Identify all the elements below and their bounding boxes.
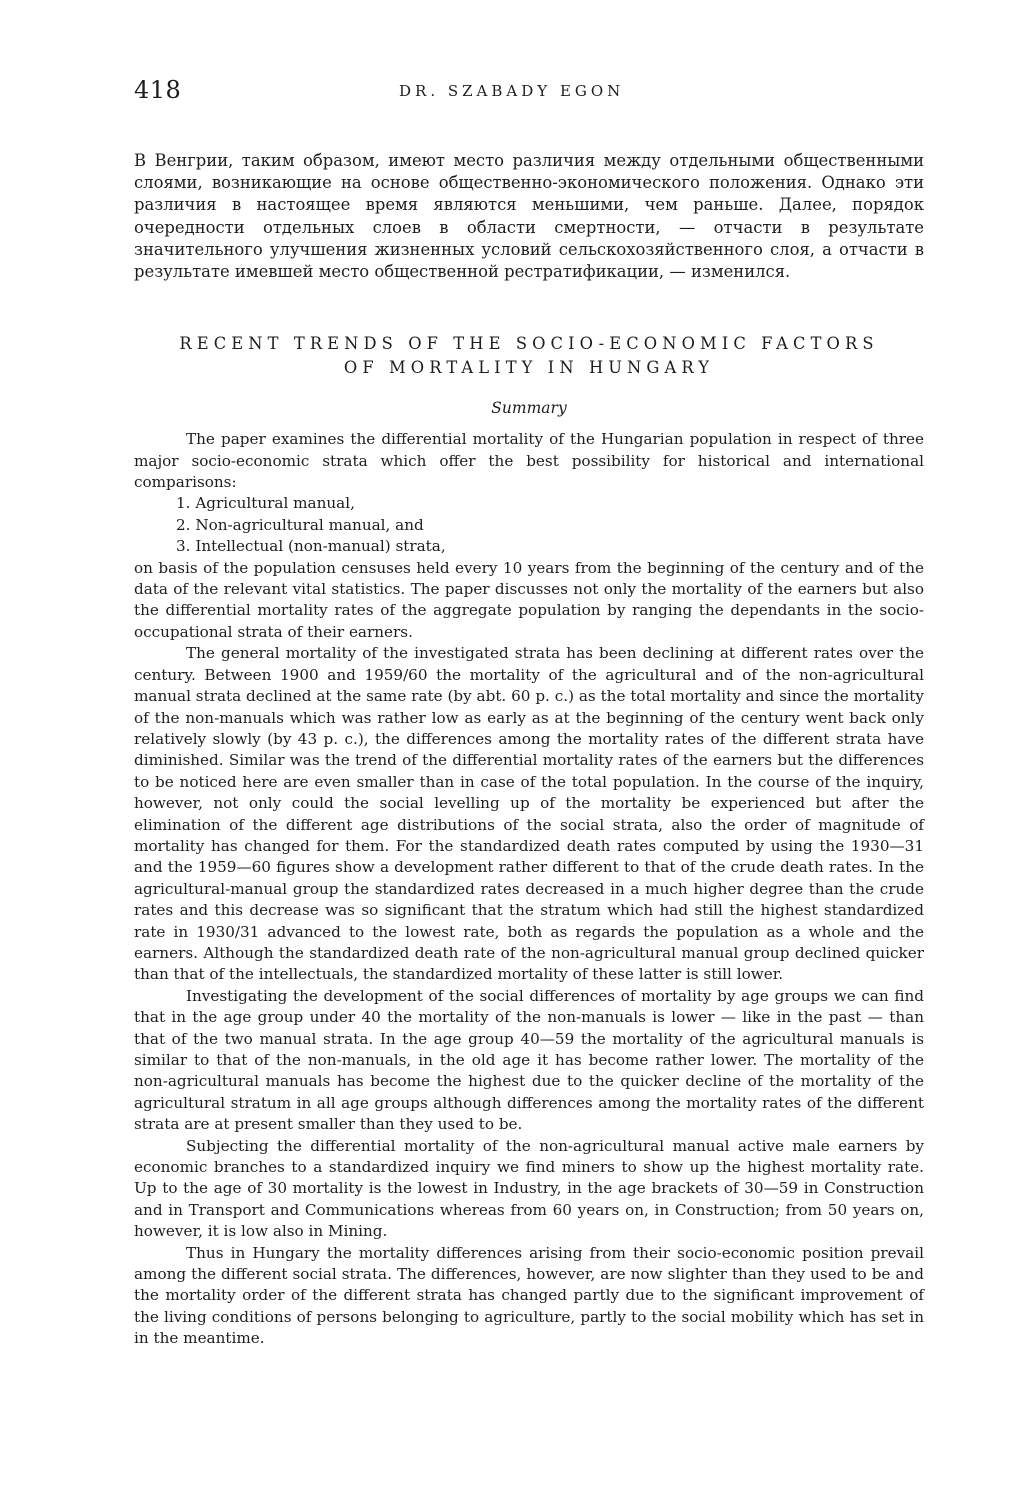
article-title-line-1: RECENT TRENDS OF THE SOCIO-ECONOMIC FACTORS <box>179 334 879 354</box>
strata-item: 3. Intellectual (non-manual) strata, <box>176 537 446 556</box>
russian-paragraph: В Венгрии, таким образом, имеют место различия между отдельными общественными слоями, возникающие на основе общественно-экономического положения. Однако эти различия в настоящее время являются меньшими, чем раньше. Далее, порядок очередности отдельных слоев в области смертности, — отчасти в результате значительного улучшения жизненных условий сельскохозяйственного слоя, а отчасти в результате имевшей место общественной рестратификации, — изменился. <box>134 151 924 282</box>
page <box>134 70 924 1350</box>
summary-paragraph: The general mortality of the investigated strata has been declining at different rates over the century. Between 1900 and 1959/60 the mortality of the agricultural and of the non-agricultural manual strata declined at the same rate (by abt. 60 p. c.) as the total mortality and since the mortality of the non-manuals which was rather low as early as at the beginning of the century went back only relatively slowly (by 43 p. c.), the differences among the mortality rates of the different strata have diminished. Similar was the trend of the differential mortality rates of the earners but the differences to be noticed here are even smaller than in case of the total population. In the course of the inquiry, however, not only could the social levelling up of the mortality be experienced but after the elimination of the different age distributions of the social strata, also the order of magnitude of mortality has changed for them. For the standardized death rates computed by using the 1930—31 and the 1959—60 figures show a development rather different to that of the crude death rates. In the agricultural-manual group the standardized rates decreased in a much higher degree than the crude rates and this decrease was so significant that the stratum which had still the highest standardized rate in 1930/31 advanced to the lowest rate, both as regards the population as a whole and the earners. Although the standardized death rate of the non-agricultural manual group declined quicker than that of the intellectuals, the standardized mortality of these latter is still lower. <box>134 644 924 984</box>
strata-item: 1. Agricultural manual, <box>176 494 355 513</box>
strata-item: 2. Non-agricultural manual, and <box>176 515 424 534</box>
summary-heading: Summary <box>491 399 567 418</box>
summary-intro: The paper examines the differential mortality of the Hungarian population in respect of three major socio-economic strata which offer the best possibility for historical and international comparisons: <box>134 430 924 492</box>
summary-body <box>134 429 924 1349</box>
article-title <box>134 332 924 380</box>
summary-paragraph: Investigating the development of the social differences of mortality by age groups we can find that in the age group under 40 the mortality of the non-manuals is lower — like in the past — than that of the two manual strata. In the age group 40—59 the mortality of the agricultural manuals is similar to that of the non-manuals, in the old age it has become rather lower. The mortality of the non-agricultural manuals has become the highest due to the quicker decline of the mortality of the agricultural stratum in all age groups although differences among the mortality rates of the different strata are at present smaller than they used to be. <box>134 986 924 1134</box>
summary-paragraph: Thus in Hungary the mortality differences arising from their socio-economic position prevail among the different social strata. The differences, however, are now slighter than they used to be and the mortality order of the different strata has changed partly due to the significant improvement of the living conditions of persons belonging to agriculture, partly to the social mobility which has set in in the meantime. <box>134 1243 924 1348</box>
article-title-line-2: OF MORTALITY IN HUNGARY <box>343 358 715 378</box>
strata-list <box>134 493 924 557</box>
running-head-author: DR. SZABADY EGON <box>399 82 625 100</box>
page-number: 418 <box>134 76 182 104</box>
running-head <box>134 70 924 110</box>
summary-paragraph: Subjecting the differential mortality of the non-agricultural manual active male earners by economic branches to a standardized inquiry we find miners to show up the highest mortality rate. Up to the age of 30 mortality is the lowest in Industry, in the age brackets of 30—59 in Construction and in Transport and Communications whereas from 60 years on, in Construction; from 50 years on, however, it is low also in Mining. <box>134 1136 924 1241</box>
summary-after-list: on basis of the population censuses held every 10 years from the beginning of the century and of the data of the relevant vital statistics. The paper discusses not only the mortality of the earners but also the differential mortality rates of the aggregate population by ranging the dependants in the socio-occupational strata of their earners. <box>134 558 924 641</box>
